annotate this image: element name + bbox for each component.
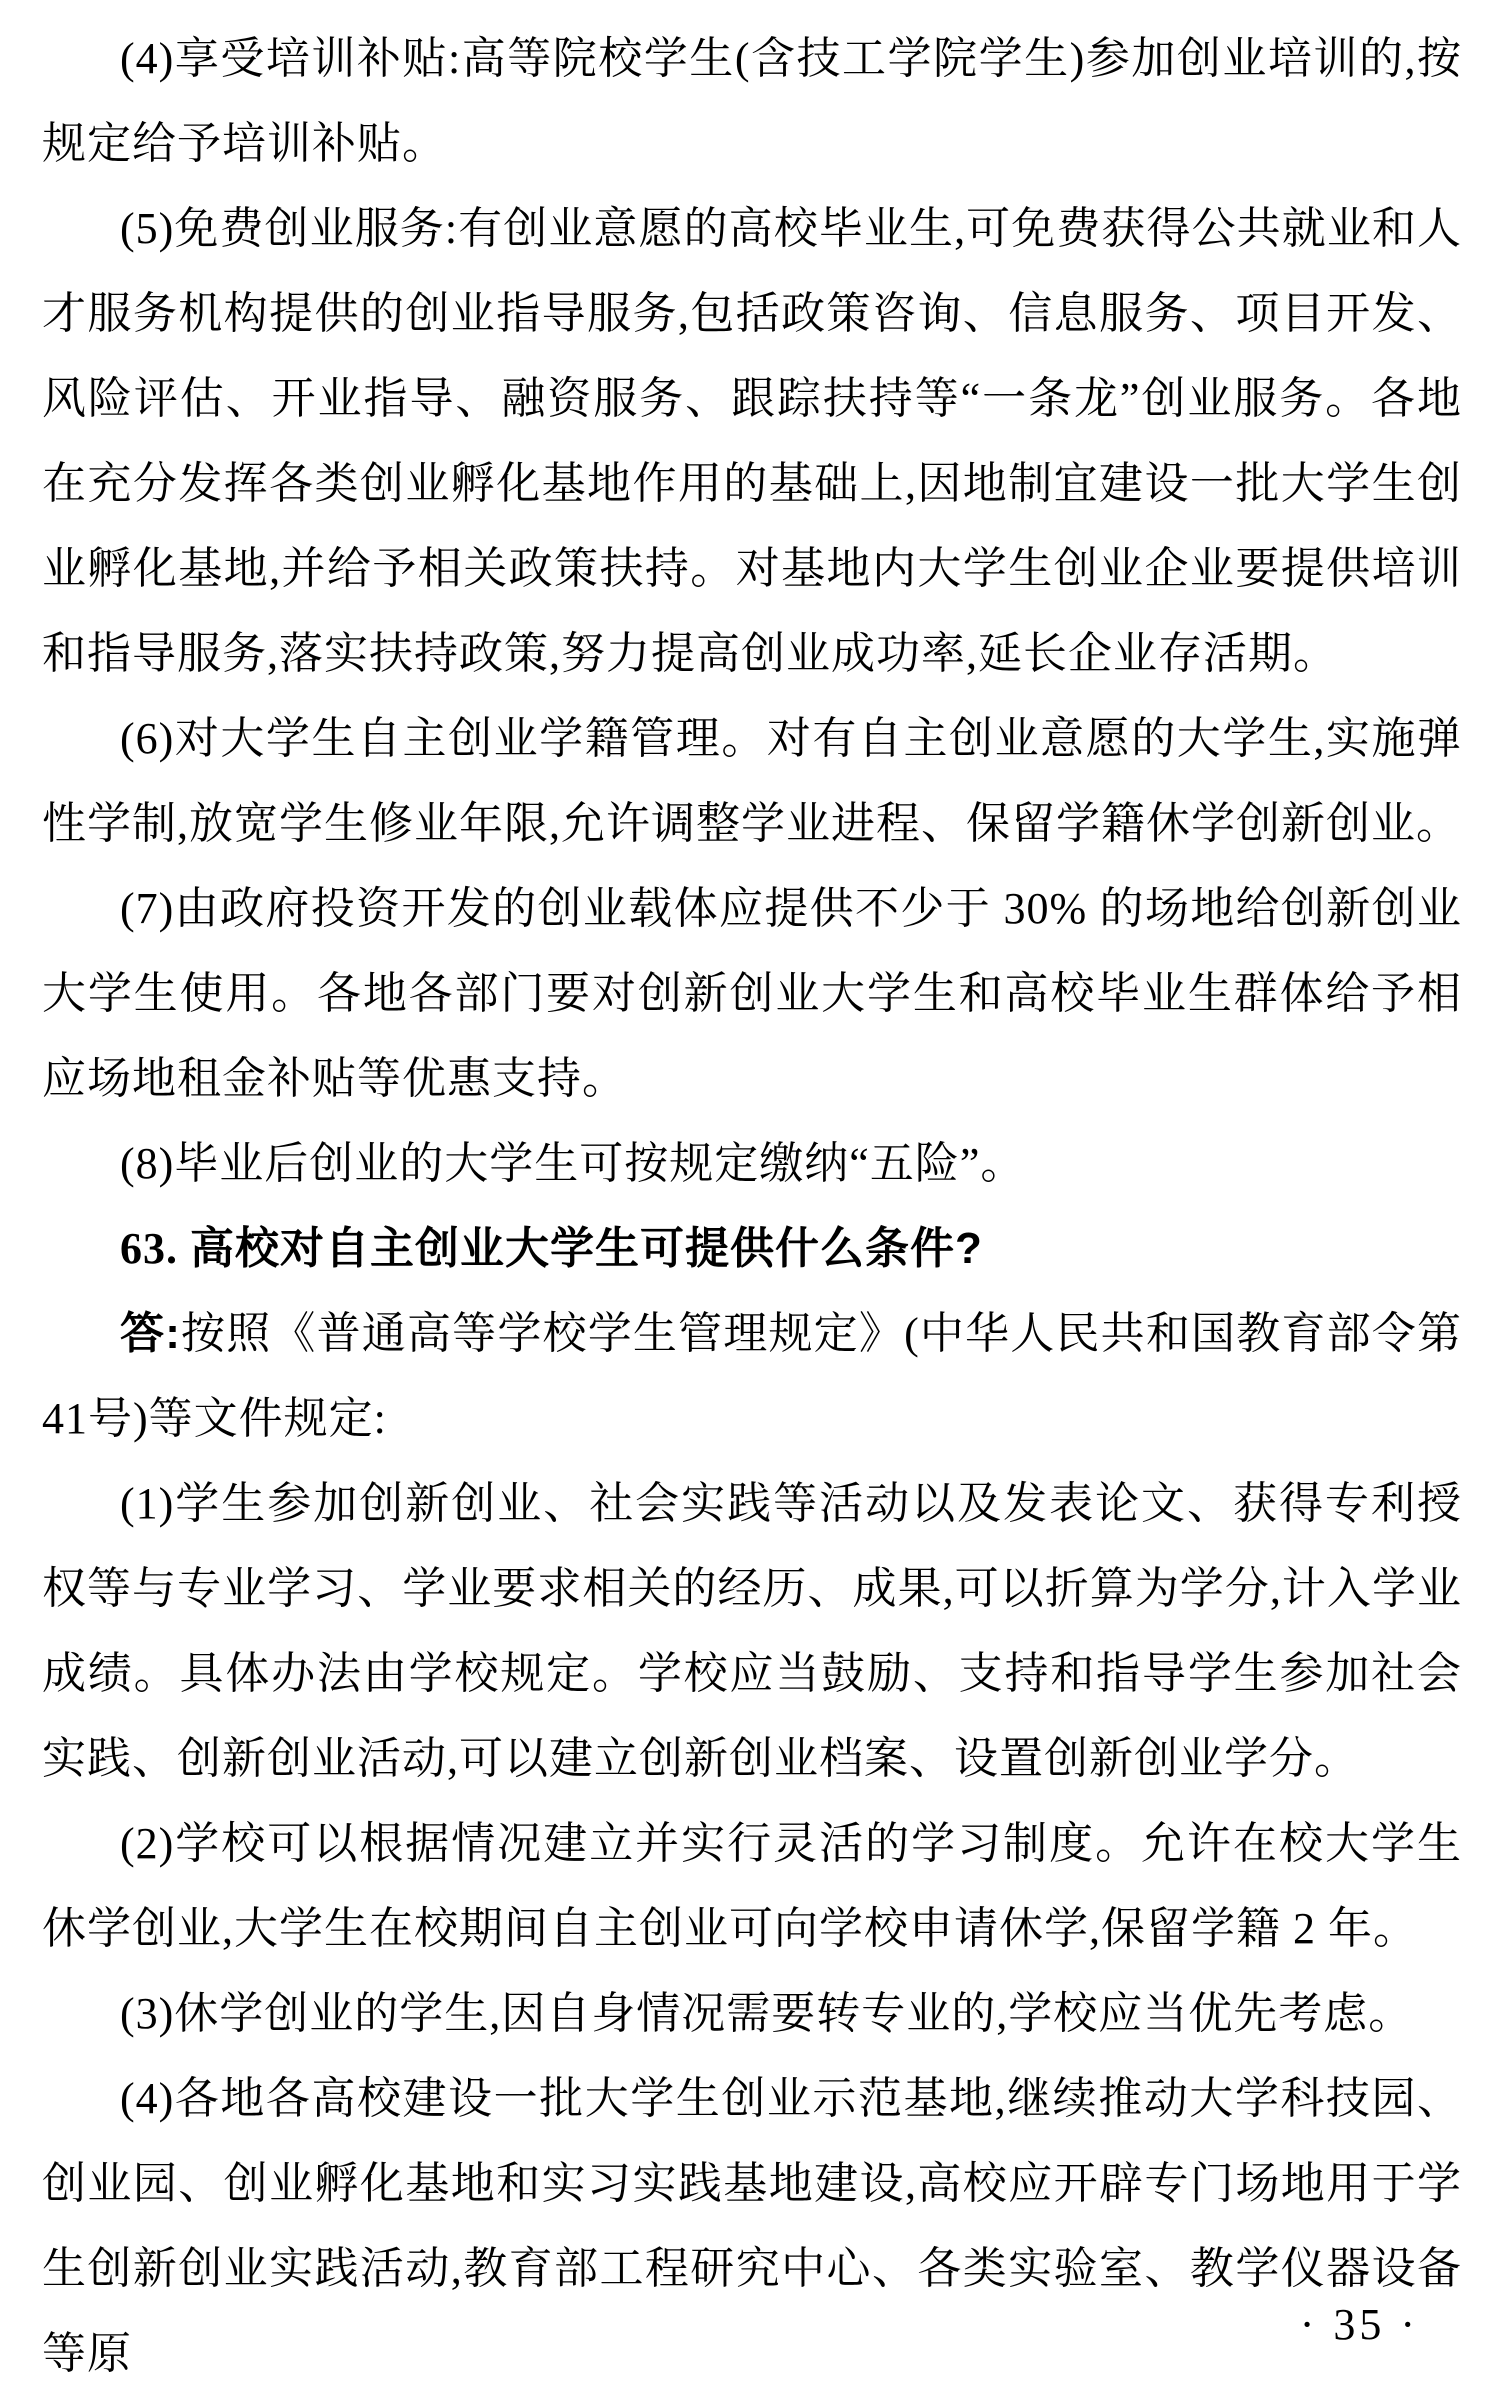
answer-label: 答: bbox=[120, 1309, 181, 1358]
answer-item-2-flexible-study: (2)学校可以根据情况建立并实行灵活的学习制度。允许在校大学生休学创业,大学生在校期间自主创业可向学校申请休学,保留学籍 2 年。 bbox=[42, 1819, 1462, 1953]
question-number: 63. bbox=[120, 1224, 178, 1273]
answer-item-3-major-transfer: (3)休学创业的学生,因自身情况需要转专业的,学校应当优先考虑。 bbox=[120, 1989, 1414, 2038]
page-number: · 35 · bbox=[1299, 2300, 1419, 2349]
policy-item-7-venue-support: (7)由政府投资开发的创业载体应提供不少于 30% 的场地给创新创业大学生使用。各地各部门要对创新创业大学生和高校毕业生群体给予相应场地租金补贴等优惠支持。 bbox=[42, 884, 1462, 1103]
policy-item-8-social-insurance: (8)毕业后创业的大学生可按规定缴纳“五险”。 bbox=[120, 1139, 1026, 1188]
policy-item-5-free-startup-services: (5)免费创业服务:有创业意愿的高校毕业生,可免费获得公共就业和人才服务机构提供的创业指导服务,包括政策咨询、信息服务、项目开发、风险评估、开业指导、融资服务、跟踪扶持等“一条龙”创业服务。各地在充分发挥各类创业孵化基地作用的基础上,因地制宜建设一批大学生创业孵化基地,并给予相关政策扶持。对基地内大学生创业企业要提供培训和指导服务,落实扶持政策,努力提高创业成功率,延长企业存活期。 bbox=[42, 204, 1462, 678]
answer-intro-paragraph bbox=[42, 1291, 1462, 1461]
question-63-heading bbox=[42, 1206, 1462, 1291]
text-block bbox=[42, 16, 1462, 2395]
answer-item-4-demo-bases: (4)各地各高校建设一批大学生创业示范基地,继续推动大学科技园、创业园、创业孵化基地和实习实践基地建设,高校应开辟专门场地用于学生创新创业实践活动,教育部工程研究中心、各类实验室、教学仪器设备等原 bbox=[42, 2074, 1462, 2378]
policy-item-6-enrollment-management: (6)对大学生自主创业学籍管理。对有自主创业意愿的大学生,实施弹性学制,放宽学生修业年限,允许调整学业进程、保留学籍休学创新创业。 bbox=[42, 714, 1462, 848]
page-footer bbox=[1300, 2300, 1419, 2350]
policy-item-4-training-subsidy: (4)享受培训补贴:高等院校学生(含技工学院学生)参加创业培训的,按规定给予培训补贴。 bbox=[42, 34, 1462, 168]
question-title: 高校对自主创业大学生可提供什么条件? bbox=[190, 1224, 983, 1273]
answer-intro-text: 按照《普通高等学校学生管理规定》(中华人民共和国教育部令第41号)等文件规定: bbox=[42, 1309, 1462, 1443]
answer-item-1-credits: (1)学生参加创新创业、社会实践等活动以及发表论文、获得专利授权等与专业学习、学业要求相关的经历、成果,可以折算为学分,计入学业成绩。具体办法由学校规定。学校应当鼓励、支持和指导学生参加社会实践、创新创业活动,可以建立创新创业档案、设置创新创业学分。 bbox=[42, 1479, 1462, 1783]
